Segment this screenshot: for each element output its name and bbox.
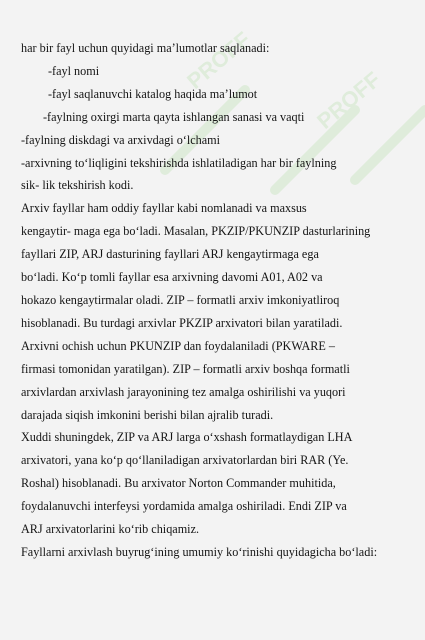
- text-line: arxivatori, yana ko‘p qo‘llaniladigan arxivatorlardan biri RAR (Ye.: [21, 453, 349, 468]
- text-line: sik- lik tekshirish kodi.: [21, 178, 134, 193]
- text-line: bo‘ladi. Ko‘p tomli fayllar esa arxivning davomi A01, A02 va: [21, 270, 323, 285]
- svg-text:PROFF: PROFF: [312, 66, 386, 134]
- svg-text:PROFF: PROFF: [182, 26, 256, 94]
- text-line: Arxiv fayllar ham oddiy fayllar kabi nomlanadi va maxsus: [21, 201, 307, 216]
- list-item: -fayl nomi: [48, 63, 100, 78]
- text-line: ARJ arxivatorlarini ko‘rib chiqamiz.: [21, 522, 200, 537]
- text-line: -arxivning to‘liqligini tekshirishda ishlatiladigan har bir faylning: [21, 155, 337, 170]
- text-line: Arxivni ochish uchun PKUNZIP dan foydalaniladi (PKWARE –: [21, 338, 336, 353]
- text-line: Roshal) hisoblanadi. Bu arxivator Norton Commander muhitida,: [21, 476, 336, 491]
- document-body: [21, 37, 406, 564]
- text-line: hisoblanadi. Bu turdagi arxivlar PKZIP arxivatori bilan yaratiladi.: [21, 315, 343, 330]
- list-item: -faylning diskdagi va arxivdagi o‘lchami: [21, 132, 221, 147]
- text-line: foydalanuvchi interfeysi yordamida amalga oshiriladi. Endi ZIP va: [21, 499, 347, 514]
- text-line: Xuddi shuningdek, ZIP va ARJ larga o‘xshash formatlaydigan LHA: [21, 430, 353, 445]
- text-line: har bir fayl uchun quyidagi ma’lumotlar saqlanadi:: [21, 41, 270, 55]
- list-item: -faylning oxirgi marta qayta ishlangan sanasi va vaqti: [43, 109, 305, 124]
- text-line: darajada siqish imkonini berishi bilan ajralib turadi.: [21, 407, 274, 422]
- text-line: kengaytir- maga ega bo‘ladi. Masalan, PKZIP/PKUNZIP dasturlarining: [21, 224, 371, 239]
- text-line: hokazo kengaytirmalar oladi. ZIP – formatli arxiv imkoniyatliroq: [21, 292, 340, 307]
- text-line: firmasi tomonidan yaratilgan). ZIP – formatli arxiv boshqa formatli: [21, 361, 350, 376]
- text-line: fayllari ZIP, ARJ dasturining fayllari ARJ kengaytirmaga ega: [21, 247, 319, 262]
- list-item: -fayl saqlanuvchi katalog haqida ma’lumot: [48, 86, 258, 101]
- text-line: arxivlardan arxivlash jarayonining tez amalga oshirilishi va yuqori: [21, 384, 346, 399]
- text-line: Fayllarni arxivlash buyrug‘ining umumiy ko‘rinishi quyidagicha bo‘ladi:: [21, 544, 378, 559]
